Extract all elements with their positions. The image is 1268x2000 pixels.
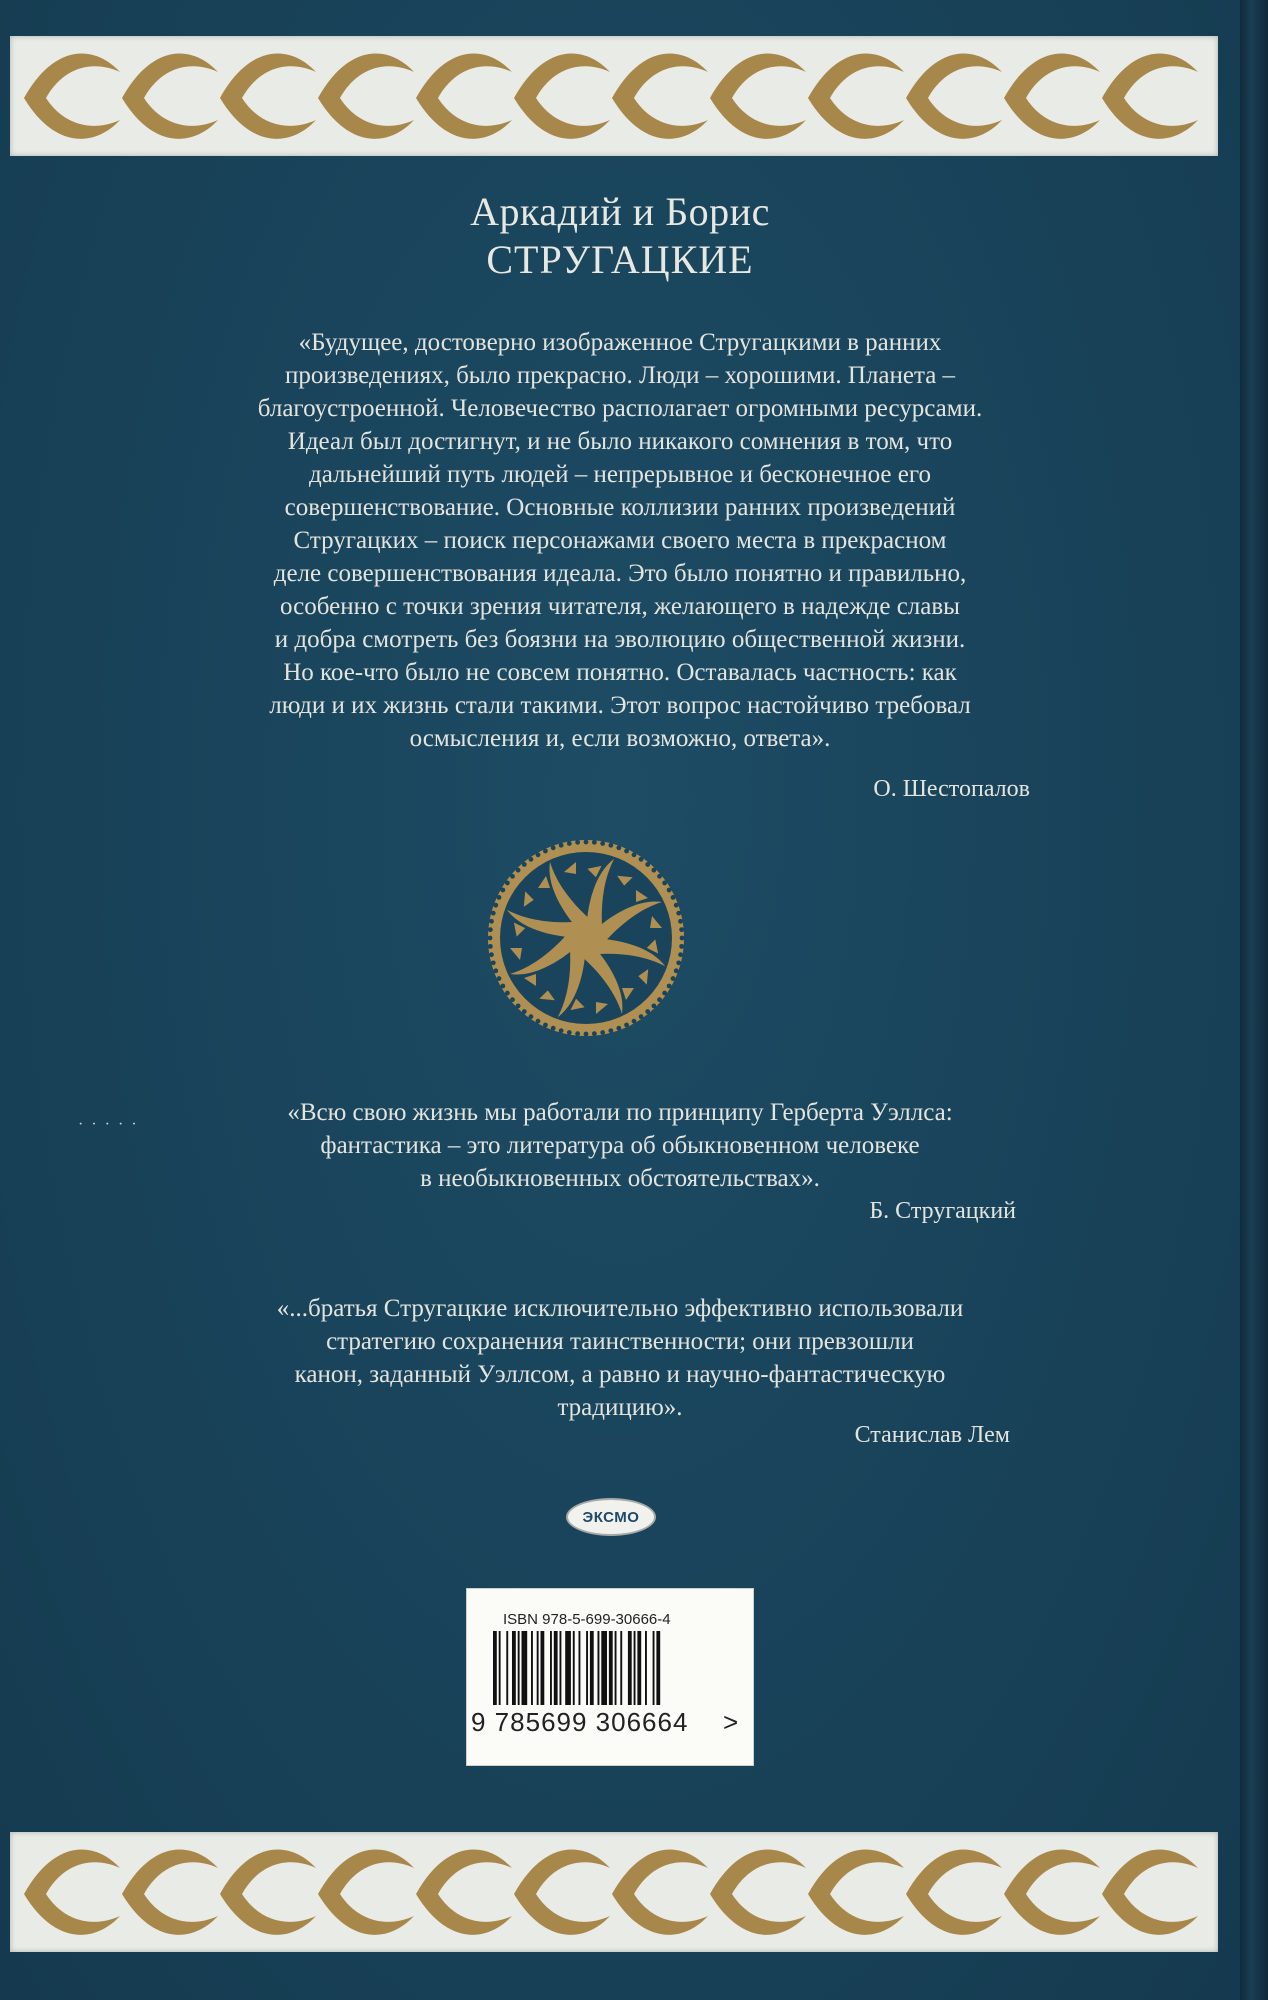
emblem-tooth [516,868,521,873]
ornament-leaf [416,1894,512,1935]
emblem-tooth [667,984,672,989]
emblem-tooth [645,1009,650,1014]
quote-line: стратегию сохранения таинственности; они превзошли [326,1328,914,1355]
ornament-leaf [220,1849,316,1894]
emblem-tooth [667,888,672,893]
emblem-tooth [493,968,498,973]
ornament-leaf [906,1849,1002,1894]
emblem-tooth [676,911,681,916]
ornament-leaf [1102,53,1198,98]
ornament-leaf [906,1894,1002,1935]
quote-line: Идеал был достигнут, и не было никакого сомнения в том, что [287,428,953,455]
emblem-tooth [522,862,527,867]
ornament-leaf [220,98,316,139]
barcode-bar [628,1631,632,1705]
barcode-bar [493,1631,497,1705]
ornament-leaf [612,98,708,139]
emblem-tooth [679,944,684,949]
emblem-tooth [522,1009,527,1014]
ornament-leaf [1004,98,1100,139]
barcode-bar [518,1631,520,1705]
barcode-bar [531,1631,533,1705]
emblem-tooth [679,927,684,932]
quote-line: дальнейший путь людей – непрерывное и бесконечное его [308,461,932,488]
barcode-bar [541,1631,545,1705]
emblem-tooth [657,997,662,1002]
quote-line: люди и их жизнь стали такими. Этот вопрос настойчиво требовал [269,692,971,719]
emblem-tooth [671,976,676,981]
emblem-tooth [639,1014,644,1019]
emblem-tooth [529,1014,534,1019]
emblem-tooth [662,881,667,886]
emblem-tooth [505,991,510,996]
decorative-speck: · · · · · [78,1116,139,1133]
barcode-bar [645,1631,647,1705]
quote-attribution-lem: Станислав Лем [854,1422,1010,1448]
ornament-leaf [710,53,806,98]
ornament-leaf [1102,1849,1198,1894]
emblem-tooth [505,881,510,886]
emblem-tooth [616,845,621,850]
emblem-tooth [674,903,679,908]
emblem-tooth [491,960,496,965]
ornament-leaf [1004,1849,1100,1894]
quote-lem [180,1292,1060,1424]
publisher-name: ЭКСМО [582,1508,640,1526]
emblem-tooth [493,903,498,908]
quote-line: произведениях, было прекрасно. Люди – хорошими. Планета – [284,362,956,389]
emblem-tooth [567,1030,572,1035]
barcode-bar [656,1631,660,1705]
emblem-tooth [592,1031,597,1036]
barcode-bar [615,1631,617,1705]
ornament-leaf [1004,1894,1100,1935]
emblem-tooth [600,841,605,846]
emblem-tooth [559,843,564,848]
ornament-leaf [906,98,1002,139]
quote-shestopalov [190,326,1050,755]
quote-line: традицию». [557,1394,683,1421]
emblem-tooth [671,895,676,900]
emblem-tooth [488,927,493,932]
emblem-tooth [491,911,496,916]
quote-line: Но кое-что было не совсем понятно. Оставалась частность: как [283,659,957,686]
quote-attribution-strugatsky: Б. Стругацкий [869,1198,1016,1224]
emblem-tooth [639,857,644,862]
author-first-names: Аркадий и Борис [470,189,770,234]
emblem-tooth [500,888,505,893]
barcode-bar [565,1631,571,1705]
barcode-bar [637,1631,641,1705]
emblem-tooth [489,919,494,924]
sun-wheel-emblem [486,838,686,1038]
emblem-tooth [680,936,685,941]
barcode-bar [554,1631,558,1705]
emblem-tooth [678,952,683,957]
barcode-bar [634,1631,636,1705]
barcode-bar [620,1631,622,1705]
emblem-tooth [662,991,667,996]
ornament-leaf [1102,1894,1198,1935]
barcode-bars [493,1631,727,1705]
ornament-leaf [220,53,316,98]
ornament-leaf [710,1849,806,1894]
emblem-tooth [651,868,656,873]
emblem-tooth [674,968,679,973]
emblem-tooth [510,997,515,1002]
emblem-tooth [657,874,662,879]
ornament-leaf [514,98,610,139]
emblem-tooth [489,952,494,957]
ornament-leaf [122,1849,218,1894]
barcode-bar [590,1631,594,1705]
emblem-tooth [645,862,650,867]
ornament-leaf [24,53,120,98]
quote-line: и добра смотреть без боязни на эволюцию общественной жизни. [274,626,966,653]
bottom-ornament [10,1832,1218,1952]
barcode-bar [537,1631,539,1705]
ornament-leaf [318,1894,414,1935]
ornament-leaf [318,98,414,139]
emblem-tooth [488,944,493,949]
publisher-logo [566,1498,656,1536]
emblem-tooth [608,843,613,848]
ornament-leaf [24,1894,120,1935]
quote-line: особенно с точки зрения читателя, желающего в надежде славы [280,593,960,620]
emblem-tooth [529,857,534,862]
ornament-leaf [122,1894,218,1935]
barcode-bar [573,1631,575,1705]
quote-line: «Всю свою жизнь мы работали по принципу Герберта Уэллса: [287,1099,953,1126]
quote-line: осмысления и, если возможно, ответа». [409,725,831,752]
book-spine-edge [1240,0,1268,2000]
bottom-ornament-band [10,1832,1218,1952]
ornament-leaf [24,1849,120,1894]
ornament-leaf [612,1894,708,1935]
emblem-tooth [616,1026,621,1031]
ornament-leaf [612,1849,708,1894]
emblem-tooth [678,919,683,924]
ornament-leaf [710,1894,806,1935]
barcode-digits: 9 785699 306664 [471,1707,689,1737]
emblem-tooth [500,984,505,989]
emblem-tooth [516,1003,521,1008]
emblem-tooth [543,1023,548,1028]
barcode-bar [512,1631,516,1705]
emblem-tooth [551,845,556,850]
ornament-leaf [220,1894,316,1935]
quote-strugatsky [170,1096,1070,1195]
barcode-bar [579,1631,581,1705]
quote-line: фантастика – это литература об обыкновенном человеке [320,1132,920,1159]
barcode-bar [550,1631,552,1705]
ornament-leaf [318,53,414,98]
isbn-number: ISBN 978-5-699-30666-4 [503,1611,671,1628]
emblem-tooth [624,849,629,854]
emblem-tooth [559,1028,564,1033]
emblem-tooth [575,1031,580,1036]
quote-line: «Будущее, достоверно изображенное Стругацкими в ранних [298,329,942,356]
emblem-tooth [575,840,580,845]
barcode-bar [601,1631,607,1705]
barcode-bar [499,1631,501,1705]
ornament-leaf [612,53,708,98]
emblem-tooth [632,852,637,857]
ornament-leaf [514,1894,610,1935]
ornament-leaf [1102,98,1198,139]
quote-line: Стругацких – поиск персонажами своего места в прекрасном [293,527,947,554]
ornament-leaf [416,1849,512,1894]
author-surname: СТРУГАЦКИЕ [486,237,754,282]
ornament-leaf [416,53,512,98]
emblem-tooth [676,960,681,965]
ornament-leaf [416,98,512,139]
ornament-leaf [808,1849,904,1894]
emblem-tooth [651,1003,656,1008]
emblem-tooth [567,841,572,846]
ornament-leaf [514,1849,610,1894]
ornament-leaf [24,98,120,139]
barcode-bar [609,1631,613,1705]
quote-line: канон, заданный Уэллсом, а равно и научно-фантастическую [294,1361,946,1388]
ornament-leaf [514,53,610,98]
quote-line: «...братья Стругацкие исключительно эффективно использовали [276,1295,964,1322]
emblem-tooth [488,936,493,941]
ornament-leaf [906,53,1002,98]
emblem-tooth [632,1019,637,1024]
ornament-leaf [808,53,904,98]
emblem-tooth [624,1023,629,1028]
barcode-label [466,1588,754,1766]
barcode-bar [506,1631,508,1705]
ornament-leaf [1004,53,1100,98]
ornament-leaf [122,53,218,98]
quote-line: деле совершенствования идеала. Это было понятно и правильно, [273,560,967,587]
ornament-leaf [808,1894,904,1935]
emblem-tooth [584,1032,589,1037]
emblem-tooth [510,874,515,879]
quote-line: в необыкновенных обстоятельствах». [420,1165,820,1192]
emblem-center [581,933,591,943]
quote-line: совершенствование. Основные коллизии ранних произведений [284,494,956,521]
ornament-leaf [122,98,218,139]
barcode-bar [586,1631,588,1705]
top-ornament [10,36,1218,156]
barcode-arrow: > [723,1707,739,1737]
emblem-tooth [584,840,589,845]
emblem-tooth [543,849,548,854]
barcode-bar [522,1631,528,1705]
top-ornament-band [10,36,1218,156]
emblem-tooth [592,840,597,845]
quote-attribution-shestopalov: О. Шестопалов [873,776,1030,802]
ornament-leaf [710,98,806,139]
barcode-bar [653,1631,655,1705]
barcode-bar [598,1631,600,1705]
emblem-tooth [551,1026,556,1031]
ornament-leaf [808,98,904,139]
emblem-tooth [608,1028,613,1033]
quote-line: благоустроенной. Человечество располагает огромными ресурсами. [257,395,983,422]
emblem-tooth [497,895,502,900]
emblem-tooth [536,852,541,857]
barcode-bar [560,1631,562,1705]
emblem-tooth [536,1019,541,1024]
ornament-leaf [318,1849,414,1894]
emblem-tooth [497,976,502,981]
emblem-tooth [600,1030,605,1035]
